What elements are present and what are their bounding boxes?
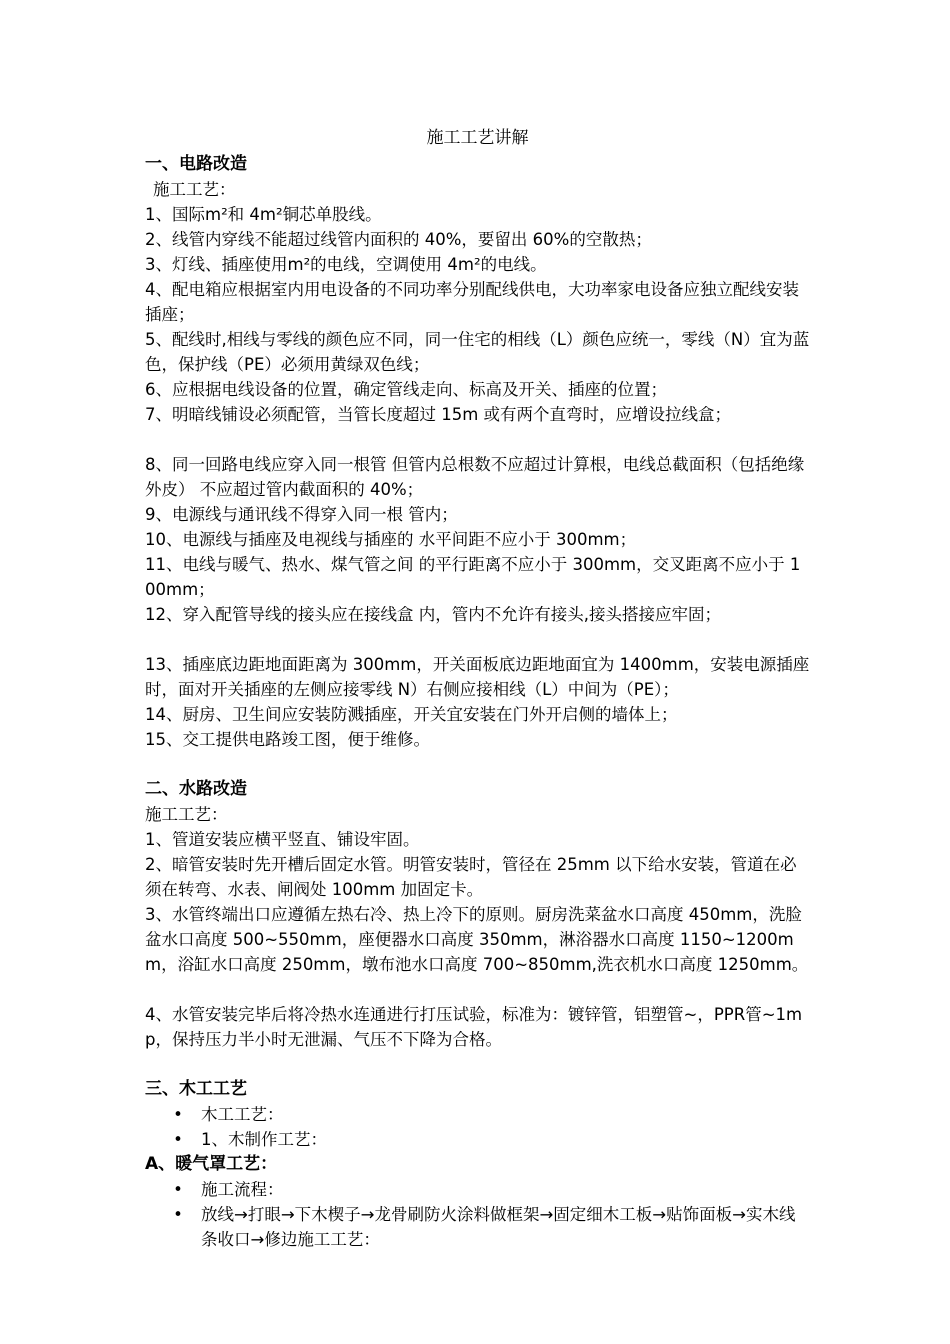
bullet-item (145, 1202, 810, 1252)
paragraph: 5、配线时,相线与零线的颜色应不同，同一住宅的相线（L）颜色应统一，零线（N）宜为蓝色，保护线（PE）必须用黄绿双色线； (145, 330, 810, 374)
bullet-text: 1、木制作工艺： (201, 1130, 327, 1149)
bullet-dot-icon: • (173, 1180, 183, 1199)
paragraph: 4、配电箱应根据室内用电设备的不同功率分别配线供电，大功率家电设备应独立配线安装插座； (145, 280, 799, 324)
spacer (145, 627, 810, 652)
paragraph: 1、管道安装应横平竖直、铺设牢固。 (145, 830, 420, 849)
bullet-item (145, 1102, 810, 1127)
spacer (145, 427, 810, 452)
document-title: 施工工艺讲解 (426, 128, 529, 148)
bullet-dot-icon: • (173, 1105, 183, 1124)
subheading-process: 施工工艺： (153, 180, 236, 199)
paragraph: 13、插座底边距地面距离为 300mm，开关面板底边距地面宜为 1400mm，安装电源插座时，面对开关插座的左侧应接零线 N）右侧应接相线（L）中间为（PE）； (145, 655, 810, 699)
spacer (145, 752, 810, 777)
paragraph: 3、灯线、插座使用m²的电线，空调使用 4m²的电线。 (145, 255, 547, 274)
paragraph: 8、同一回路电线应穿入同一根管 但管内总根数不应超过计算根，电线总截面积（包括绝缘外皮） 不应超过管内截面积的 40%； (145, 455, 805, 499)
spacer (145, 1052, 810, 1077)
paragraph: 14、厨房、卫生间应安装防溅插座，开关宜安装在门外开启侧的墙体上； (145, 705, 678, 724)
section-heading-plumbing: 二、水路改造 (145, 779, 247, 799)
paragraph: 9、电源线与通讯线不得穿入同一根 管内； (145, 505, 458, 524)
bullet-dot-icon: • (173, 1130, 183, 1149)
paragraph: 2、线管内穿线不能超过线管内面积的 40%，要留出 60%的空散热； (145, 230, 652, 249)
paragraph: 11、电线与暖气、热水、煤气管之间 的平行距离不应小于 300mm，交叉距离不应小于 100mm； (145, 555, 801, 599)
section-heading-carpentry: 三、木工工艺 (145, 1079, 247, 1099)
paragraph: 7、明暗线铺设必须配管，当管长度超过 15m 或有两个直弯时，应增设拉线盒； (145, 405, 732, 424)
paragraph: 2、暗管安装时先开槽后固定水管。明管安装时，管径在 25mm 以下给水安装，管道在必须在转弯、水表、闸阀处 100mm 加固定卡。 (145, 855, 797, 899)
spacer (145, 977, 810, 1002)
paragraph: 1、国际m²和 4m²铜芯单股线。 (145, 205, 382, 224)
paragraph: 10、电源线与插座及电视线与插座的 水平间距不应小于 300mm； (145, 530, 637, 549)
bullet-item (145, 1127, 810, 1152)
bullet-text: 木工工艺： (201, 1105, 284, 1124)
paragraph: 15、交工提供电路竣工图，便于维修。 (145, 730, 430, 749)
paragraph: 12、穿入配管导线的接头应在接线盒 内，管内不允许有接头,接头搭接应牢固； (145, 605, 721, 624)
document-page (145, 126, 810, 1252)
bullet-item (145, 1177, 810, 1202)
paragraph: 3、水管终端出口应遵循左热右冷、热上冷下的原则。厨房洗菜盆水口高度 450mm，洗脸盆水口高度 500~550mm，座便器水口高度 350mm，淋浴器水口高度 1150~1200mm，浴缸水口高度 250mm，墩布池水口高度 700~850mm,洗衣机水口高度 1250mm。 (145, 905, 809, 974)
paragraph: 4、水管安装完毕后将冷热水连通进行打压试验，标准为：镀锌管，铝塑管~，PPR管~1mp，保持压力半小时无泄漏、气压不下降为合格。 (145, 1005, 803, 1049)
paragraph: 6、应根据电线设备的位置，确定管线走向、标高及开关、插座的位置； (145, 380, 667, 399)
subsection-heading-radiator: A、暖气罩工艺： (145, 1154, 278, 1174)
section-heading-electrical: 一、电路改造 (145, 154, 247, 174)
bullet-dot-icon: • (173, 1205, 183, 1224)
subheading-process: 施工工艺： (145, 805, 228, 824)
bullet-text: 施工流程： (201, 1180, 284, 1199)
bullet-text: 放线→打眼→下木楔子→龙骨刷防火涂料做框架→固定细木工板→贴饰面板→实木线条收口→修边施工工艺： (201, 1205, 796, 1249)
